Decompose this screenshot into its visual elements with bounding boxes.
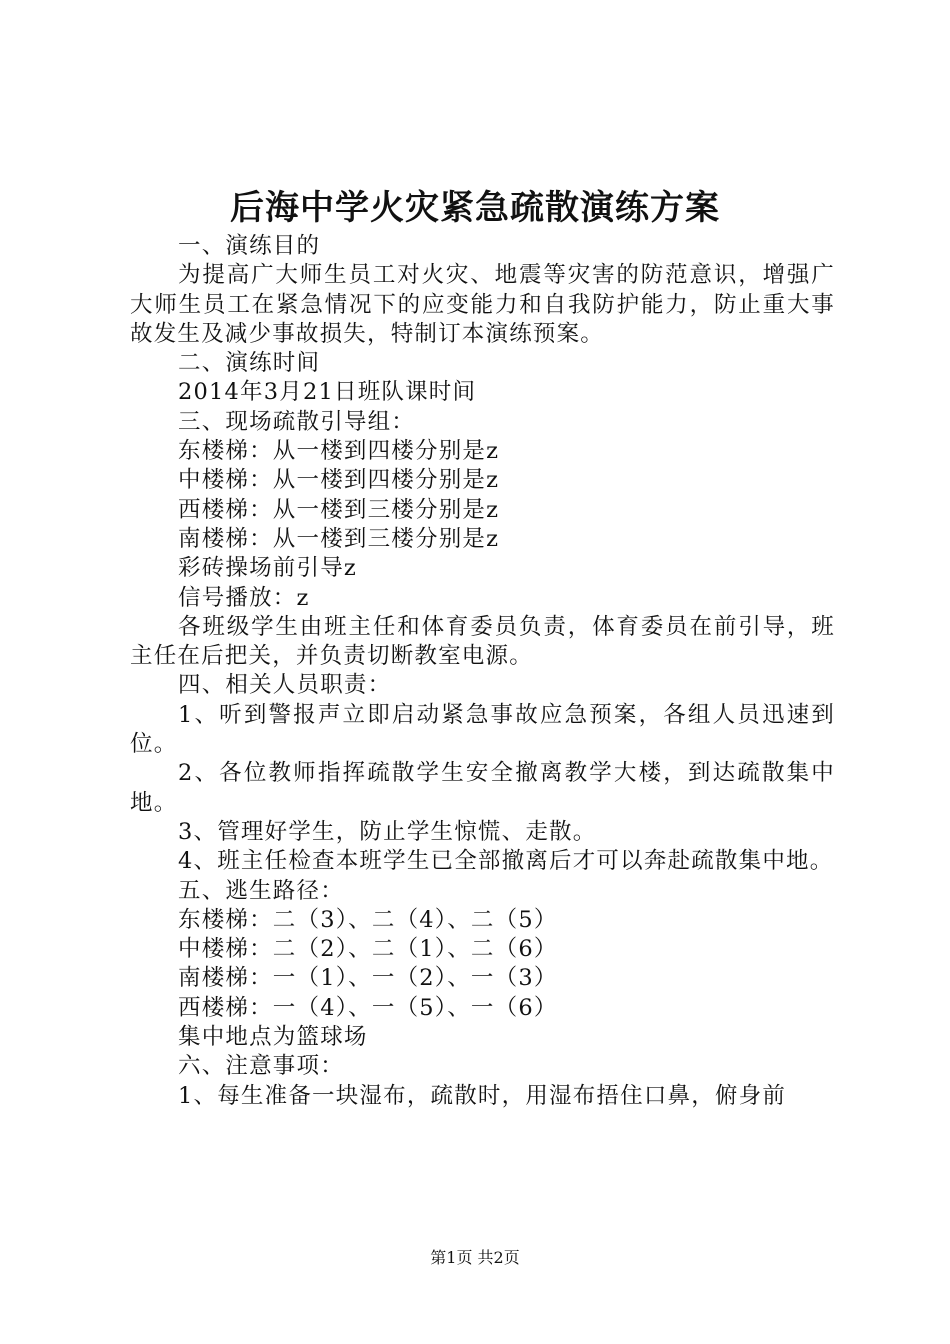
paragraph: 为提高广大师生员工对火灾、地震等灾害的防范意识，增强广大师生员工在紧急情况下的应变能力和自我防护能力，防止重大事故发生及减少事故损失，特制订本演练预案。: [130, 262, 835, 347]
list-item: 南楼梯：一（1）、一（2）、一（3）: [178, 965, 558, 992]
list-item: 3、管理好学生，防止学生惊慌、走散。: [178, 818, 597, 845]
paragraph: 各班级学生由班主任和体育委员负责，体育委员在前引导，班主任在后把关，并负责切断教室电源。: [130, 613, 835, 670]
list-item: 西楼梯：一（4）、一（5）、一（6）: [178, 994, 558, 1021]
list-item: 西楼梯：从一楼到三楼分别是z: [178, 496, 500, 523]
section-heading: 五、逃生路径：: [178, 877, 344, 904]
list-item: 2、各位教师指挥疏散学生安全撤离教学大楼，到达疏散集中地。: [130, 760, 835, 816]
paragraph: 2014年3月21日班队课时间: [178, 379, 477, 406]
list-item: 信号播放：z: [178, 584, 310, 611]
document-title: 后海中学火灾紧急疏散演练方案: [230, 188, 720, 228]
section-heading: 二、演练时间: [178, 350, 321, 377]
list-item: 东楼梯：从一楼到四楼分别是z: [178, 438, 500, 465]
list-item: 南楼梯：从一楼到三楼分别是z: [178, 525, 500, 552]
list-item: 中楼梯：二（2）、二（1）、二（6）: [178, 936, 558, 963]
list-item: 彩砖操场前引导z: [178, 555, 357, 582]
list-item: 1、每生准备一块湿布，疏散时，用湿布捂住口鼻，俯身前: [178, 1082, 787, 1109]
page-footer: 第1页 共2页: [430, 1248, 520, 1267]
paragraph: 集中地点为篮球场: [178, 1024, 368, 1051]
list-item: 东楼梯：二（3）、二（4）、二（5）: [178, 906, 558, 933]
list-item: 1、听到警报声立即启动紧急事故应急预案，各组人员迅速到位。: [130, 701, 835, 758]
section-heading: 一、演练目的: [178, 233, 321, 259]
section-heading: 四、相关人员职责：: [178, 672, 392, 699]
section-heading: 六、注意事项：: [178, 1053, 344, 1080]
list-item: 4、班主任检查本班学生已全部撤离后才可以奔赴疏散集中地。: [178, 848, 834, 875]
document-body: [130, 232, 835, 1111]
section-heading: 三、现场疏散引导组：: [178, 408, 416, 435]
list-item: 中楼梯：从一楼到四楼分别是z: [178, 467, 500, 494]
